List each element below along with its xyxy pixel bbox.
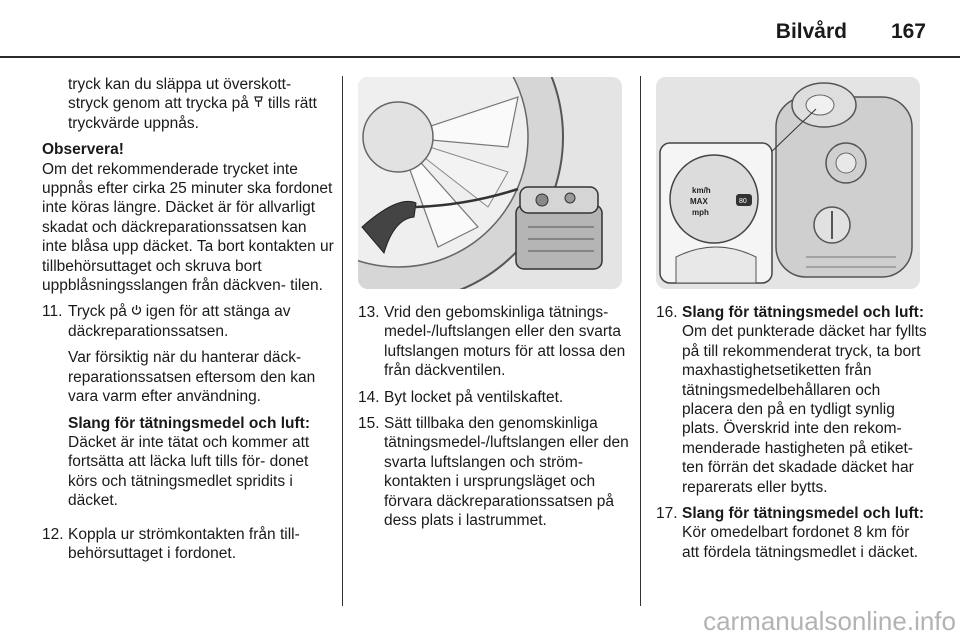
figure-speed-label: [656, 77, 920, 289]
list-item-12: 12. Koppla ur strömkontakten från till- behörsuttaget i fordonet.: [42, 525, 300, 562]
watermark: carmanualsonline.info: [703, 606, 956, 636]
list-item-14: 14. Byt locket på ventilskaftet.: [358, 388, 564, 406]
list-item-17: 17. Slang för tätningsmedel och luft: Kör omedelbart fordonet 8 km för att fördela tätningsmedlet i däcket.: [656, 504, 928, 562]
column-right: [656, 303, 928, 569]
column-divider-left: [342, 76, 343, 606]
caution-text: Var försiktig när du hanterar däck- reparationssatsen eftersom den kan vara varm efter användning.: [68, 349, 316, 406]
column-middle: [358, 303, 630, 537]
column-divider-right: [640, 76, 641, 606]
item16-text: Om det punkterade däcket har fyllts på till rekommenderat tryck, ta bort maxhastighetsetiketten från tätningsmedelbehållaren och placera den på en tydligt synlig plats. Överskrid inte den rekom- menderade hastigheten på etiket- ten förrän det skadade däcket har reparerats eller bytts.: [682, 323, 927, 496]
label-mph: mph: [692, 208, 709, 217]
item16-heading: Slang för tätningsmedel och luft:: [682, 304, 924, 321]
column-left: [42, 75, 334, 570]
item17-heading: Slang för tätningsmedel och luft:: [682, 505, 924, 523]
section-title: Bilvård: [775, 20, 847, 43]
label-max: MAX: [690, 197, 708, 206]
list-item-11: 11. Tryck på igen för att stänga av däckreparationssatsen. Var försiktig när du hanterar däck- reparationssatsen eftersom den kan vara varm efter användning. Slang för tätningsmedel och luft: Däcket är inte tätat och kommer att fortsätta att läcka luft tills för- donet körs och tätningsmedlet spridits i däcket.: [42, 302, 334, 517]
note-text: Om det rekommenderade trycket inte uppnås efter cirka 25 minuter ska fordonet inte köras längre. Däcket är för allvarligt skadat och däckreparationssatsen kan inte blåsa upp däcket. Ta bort kontakten ur tillbehörsuttaget och skruva bort uppblåsningsslangen från däckven- tilen.: [42, 160, 334, 295]
continued-paragraph: tryck kan du släppa ut överskott- stryck genom att trycka på tills rätt tryckvärde uppnås.: [68, 76, 317, 132]
list-item-16: 16. Slang för tätningsmedel och luft: Om det punkterade däcket har fyllts på till rekommenderat tryck, ta bort maxhastighetsetiketten från tätningsmedelbehållaren och placera den på en tydligt synlig plats. Överskrid inte den rekom- menderade hastigheten på etiket- ten förrän det skadade däcket har reparerats eller bytts.: [656, 304, 927, 496]
figure-compressor-wheel: [358, 77, 622, 289]
label-number: 80: [739, 198, 747, 205]
list-item-15: 15. Sätt tillbaka den genomskinliga tätningsmedel-/luftslangen eller den svarta luftslangen och ström- kontakten i ursprungsläget och förvara däckreparationssatsen på dess plats i lastrummet.: [358, 415, 629, 530]
sub-text: Däcket är inte tätat och kommer att fortsätta att läcka luft tills för- donet körs och tätningsmedlet spridits i däcket.: [68, 433, 310, 510]
list-item-13: 13. Vrid den gebomskinliga tätnings- medel-/luftslangen eller den svarta luftslangen moturs för att lossa den från däckventilen.: [358, 304, 626, 380]
item17-text: Kör omedelbart fordonet 8 km för att fördela tätningsmedlet i däcket.: [682, 524, 919, 561]
label-kmh: km/h: [692, 186, 711, 195]
pressure-release-icon: [253, 96, 268, 111]
header-rule: [0, 56, 960, 58]
power-icon: [131, 304, 146, 319]
page-number: 167: [890, 20, 926, 43]
sub-heading: Slang för tätningsmedel och luft:: [68, 414, 310, 432]
note-heading: Observera!: [42, 141, 124, 159]
